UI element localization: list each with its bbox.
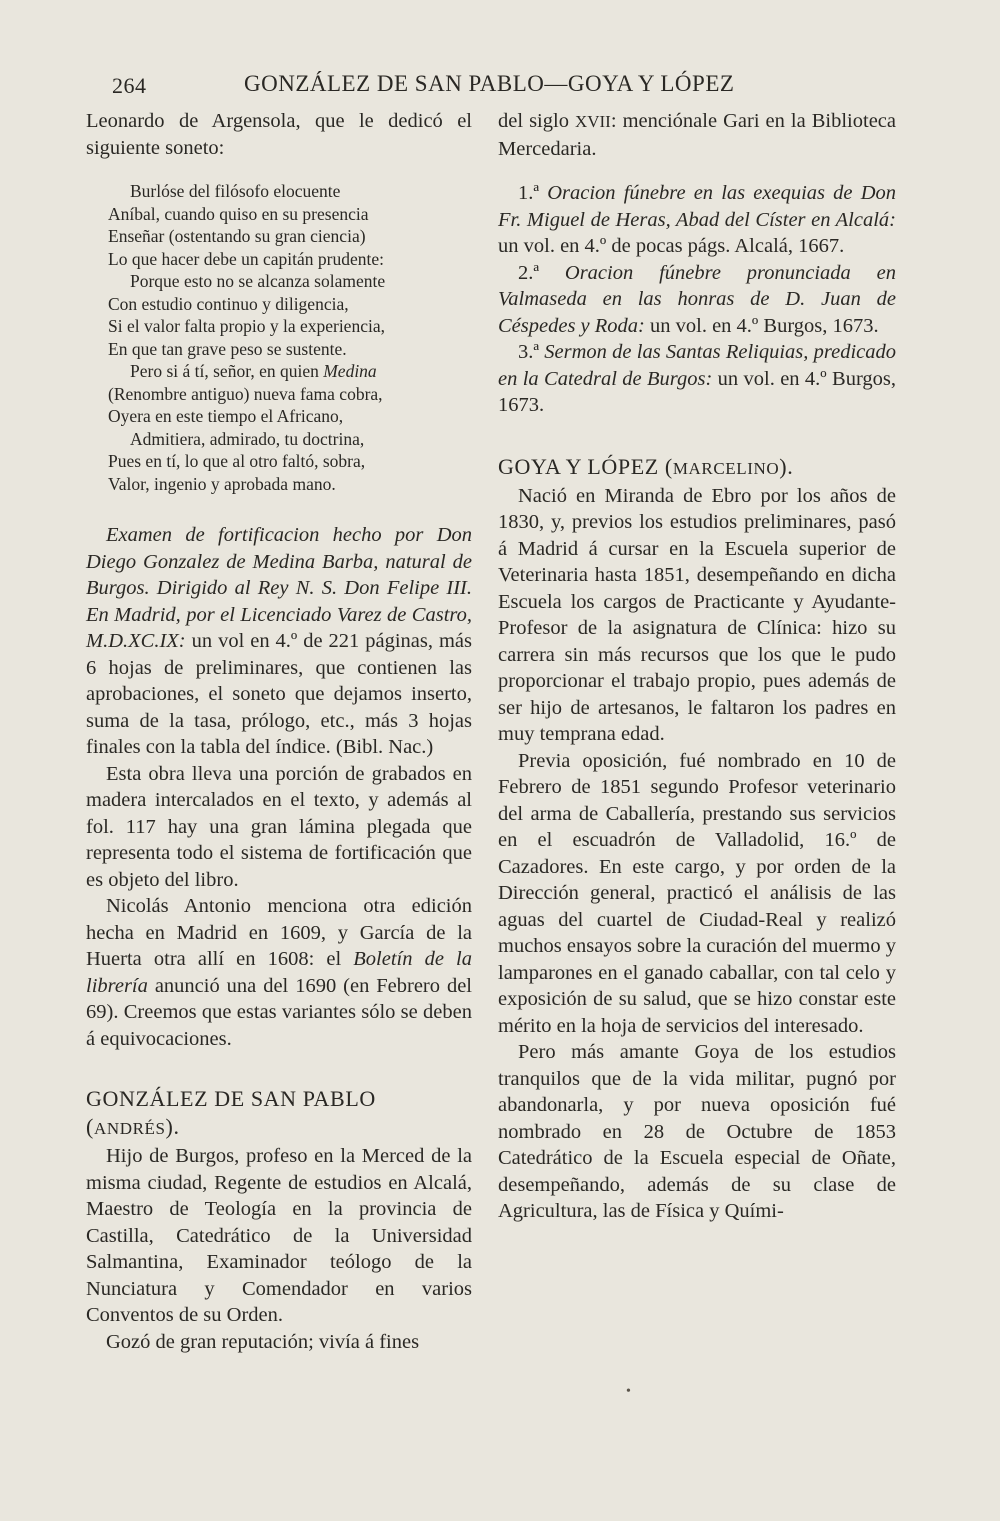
book-title: Oracion fúnebre pronunciada en Valmaseda en las honras de D. Juan de Céspedes y Roda: bbox=[498, 261, 896, 337]
right-column bbox=[498, 108, 896, 1225]
sonnet-line bbox=[108, 360, 472, 383]
sonnet-line-text: Pero si á tí, señor, en quien bbox=[130, 361, 324, 381]
book-title: Sermon de las Santas Reliquias, predicado en la Catedral de Burgos: bbox=[498, 341, 897, 390]
entry-number: 3.ª bbox=[518, 341, 545, 363]
paragraph: Gozó de gran reputación; vivía á fines bbox=[106, 1330, 420, 1353]
text-run: del siglo bbox=[498, 110, 575, 132]
sonnet-line: Burlóse del filósofo elocuente bbox=[130, 181, 341, 201]
book-description: un vol. en 4.º Burgos, 1673. bbox=[498, 367, 897, 416]
paragraph bbox=[86, 893, 472, 1052]
sonnet-line: Lo que hacer debe un capitán prudente: bbox=[108, 248, 384, 269]
heading-name: GOYA Y LÓPEZ ( bbox=[498, 453, 673, 479]
bibliography-entry bbox=[498, 260, 896, 340]
entry-number: 2.ª bbox=[518, 261, 565, 284]
heading-name: GONZÁLEZ DE SAN PABLO ( bbox=[86, 1086, 376, 1139]
paragraph: Esta obra lleva una porción de grabados en madera intercalados en el texto, y además al fol. 117 hay una gran lámina plegada que representa todo el sistema de fortificación que es objeto del libro. bbox=[86, 762, 472, 891]
text-run: : menciónale Gari en la Biblioteca Mercedaria. bbox=[498, 110, 896, 160]
running-title: GONZÁLEZ DE SAN PABLO—GOYA Y LÓPEZ bbox=[244, 71, 735, 96]
italic-title: Boletín de la librería bbox=[86, 948, 472, 997]
sonnet-line: Porque esto no se alcanza solamente bbox=[130, 271, 386, 291]
book-description: un vol. en 4.º Burgos, 1673. bbox=[644, 314, 879, 337]
sonnet-line: Enseñar (ostentando su gran ciencia) bbox=[108, 226, 366, 246]
intro-paragraph: Leonardo de Argensola, que le dedicó el siguiente soneto: bbox=[86, 110, 472, 159]
entry-heading bbox=[86, 1085, 472, 1143]
sonnet-italic-word: Medina bbox=[323, 361, 377, 381]
sonnet-line: Oyera en este tiempo el Africano, bbox=[108, 406, 344, 426]
heading-small-caps: MARCELINO bbox=[672, 458, 780, 478]
sonnet-line: En que tan grave peso se sustente. bbox=[108, 338, 347, 359]
paragraph bbox=[498, 108, 896, 162]
sonnet bbox=[108, 180, 472, 495]
paragraph: Previa oposición, fué nombrado en 10 de Febrero de 1851 segundo Profesor veterinario del arma de Caballería, prestando sus servicios en el escuadrón de Valladolid, 16.º de Cazadores. En este cargo, y por orden de la Dirección general, practicó el análisis de las aguas del cuartel de Ciudad-Real y realizó muchos ensayos sobre la curación del muermo y lamparones en el ganado caballar, con tal celo y exposición de su salud, que se hizo constar este mérito en la hoja de servicios del interesado. bbox=[498, 749, 896, 1037]
text-run: anunció una del 1690 (en Febrero del 69). Creemos que estas variantes sólo se deben á equivocaciones. bbox=[86, 974, 472, 1050]
sonnet-line: Con estudio continuo y diligencia, bbox=[108, 293, 349, 314]
sonnet-line: Aníbal, cuando quiso en su presencia bbox=[108, 203, 369, 224]
bibliography-entry bbox=[498, 180, 896, 260]
page-number: 264 bbox=[112, 73, 147, 98]
book-description: un vol. en 4.º de pocas págs. Alcalá, 1667. bbox=[498, 235, 845, 257]
bibliography-entry bbox=[498, 339, 896, 419]
bibliography-entry bbox=[86, 522, 472, 761]
page-header bbox=[112, 68, 960, 102]
book-title: Examen de fortificacion hecho por Don Diego Gonzalez de Medina Barba, natural de Burgos. Dirigido al Rey N. S. Don Felipe III. En Madrid, por el Licenciado Varez de Castro, M.D.XC.IX: bbox=[86, 524, 472, 652]
entry-number: 1.ª bbox=[518, 182, 548, 204]
left-column bbox=[86, 108, 472, 1355]
small-caps-text: XVII bbox=[574, 112, 611, 131]
paragraph: Hijo de Burgos, profeso en la Merced de la misma ciudad, Regente de estudios en Alcalá, Maestro de Teología en la provincia de Castilla, Catedrático de la Universidad Salmantina, Examinador teólogo de la Nunciatura y Comendador en varios Conventos de su Orden. bbox=[86, 1145, 472, 1326]
paragraph: Pero más amante Goya de los estudios tranquilos que de la vida militar, pugnó por abandonarla, y por nueva oposición fué nombrado en 28 de Octubre de 1853 Catedrático de la Escuela especial de Oñate, desempeñando, además de su clase de Agricultura, las de Física y Quími- bbox=[498, 1041, 896, 1222]
sonnet-line: Pues en tí, lo que al otro faltó, sobra, bbox=[108, 451, 366, 471]
paragraph: Nació en Miranda de Ebro por los años de 1830, y, previos los estudios preliminares, pasó á Madrid á cursar en la Escuela superior de Veterinaria hasta 1851, desempeñando en dicha Escuela los cargos de Practicante y Ayudante-Profesor de la asignatura de Clínica: hizo su carrera sin más recursos que los que le pudo proporcionar el trabajo propio, pues además de ser hijo de artesanos, le faltaron los padres en muy temprana edad. bbox=[498, 484, 896, 745]
text-run: Nicolás Antonio menciona otra edición hecha en Madrid en 1609, y García de la Huerta otra allí en 1608: el bbox=[86, 895, 472, 970]
sonnet-line: Valor, ingenio y aprobada mano. bbox=[108, 473, 336, 494]
sonnet-line: Admitiera, admirado, tu doctrina, bbox=[130, 428, 365, 449]
book-title: Oracion fúnebre en las exequias de Don Fr. Miguel de Heras, Abad del Císter en Alcalá: bbox=[498, 182, 896, 231]
entry-heading bbox=[498, 453, 896, 483]
book-description: un vol en 4.º de 221 páginas, más 6 hojas de preliminares, que contienen las aprobaciones, el soneto que dejamos inserto, suma de la tasa, prólogo, etc., más 3 hojas finales con la tabla del índice. (Bibl. Nac.) bbox=[86, 630, 472, 758]
sonnet-line: (Renombre antiguo) nueva fama cobra, bbox=[108, 383, 383, 404]
heading-small-caps: ANDRÉS bbox=[93, 1119, 166, 1138]
heading-end: ). bbox=[779, 453, 794, 479]
heading-end: ). bbox=[165, 1114, 180, 1139]
ink-mark: • bbox=[626, 1384, 631, 1399]
sonnet-line: Si el valor falta propio y la experiencia, bbox=[108, 316, 385, 336]
